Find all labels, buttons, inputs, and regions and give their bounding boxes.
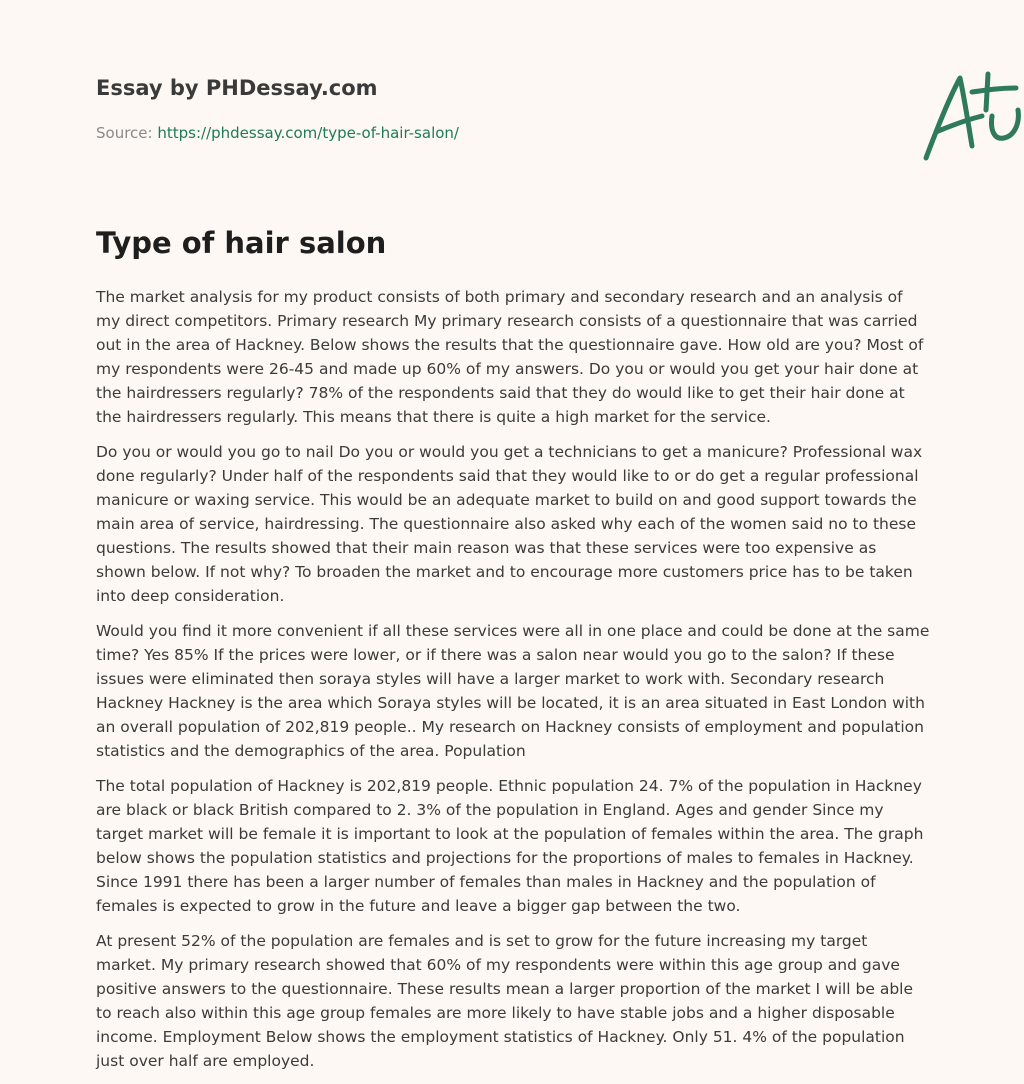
a-plus-grade-icon <box>916 66 1024 166</box>
site-brand: Essay by PHDessay.com <box>96 76 378 100</box>
essay-body <box>96 285 930 1084</box>
source-line <box>96 124 459 142</box>
source-label: Source: <box>96 124 153 142</box>
paragraph: The market analysis for my product consists of both primary and secondary research and an analysis of my direct competitors. Primary research My primary research consists of a questionnaire that was carried out in the area of Hackney. Below shows the results that the questionnaire gave. How old are you? Most of my respondents were 26-45 and made up 60% of my answers. Do you or would you get your hair done at the hairdressers regularly? 78% of the respondents said that they do would like to get their hair done at the hairdressers regularly. This means that there is quite a high market for the service. <box>96 288 924 426</box>
essay-title: Type of hair salon <box>96 226 387 260</box>
paragraph: Do you or would you go to nail Do you or would you get a technicians to get a manicure? Professional wax done regularly? Under half of the respondents said that they would like to or do get a regular professional manicure or waxing service. This would be an adequate market to build on and good support towards the main area of service, hairdressing. The questionnaire also asked why each of the women said no to these questions. The results showed that their main reason was that these services were too expensive as shown below. If not why? To broaden the market and to encourage more customers price has to be taken into deep consideration. <box>96 443 923 605</box>
paragraph: At present 52% of the population are females and is set to grow for the future increasing my target market. My primary research showed that 60% of my respondents were within this age group and gave positive answers to the questionnaire. These results mean a larger proportion of the market I will be able to reach also within this age group females are more likely to have stable jobs and a higher disposable income. Employment Below shows the employment statistics of Hackney. Only 51. 4% of the population just over half are employed. <box>96 932 914 1070</box>
source-link[interactable]: https://phdessay.com/type-of-hair-salon/ <box>157 124 459 142</box>
paragraph: Would you find it more convenient if all these services were all in one place and could be done at the same time? Yes 85% If the prices were lower, or if there was a salon near would you go to the salon? If these issues were eliminated then soraya styles will have a larger market to work with. Secondary research Hackney Hackney is the area which Soraya styles will be located, it is an area situated in East London with an overall population of 202,819 people.. My research on Hackney consists of employment and population statistics and the demographics of the area. Population <box>96 622 930 760</box>
paragraph: The total population of Hackney is 202,819 people. Ethnic population 24. 7% of the population in Hackney are black or black British compared to 2. 3% of the population in England. Ages and gender Since my target market will be female it is important to look at the population of females within the area. The graph below shows the population statistics and projections for the proportions of males to females in Hackney. Since 1991 there has been a larger number of females than males in Hackney and the population of females is expected to grow in the future and leave a bigger gap between the two. <box>96 777 924 915</box>
